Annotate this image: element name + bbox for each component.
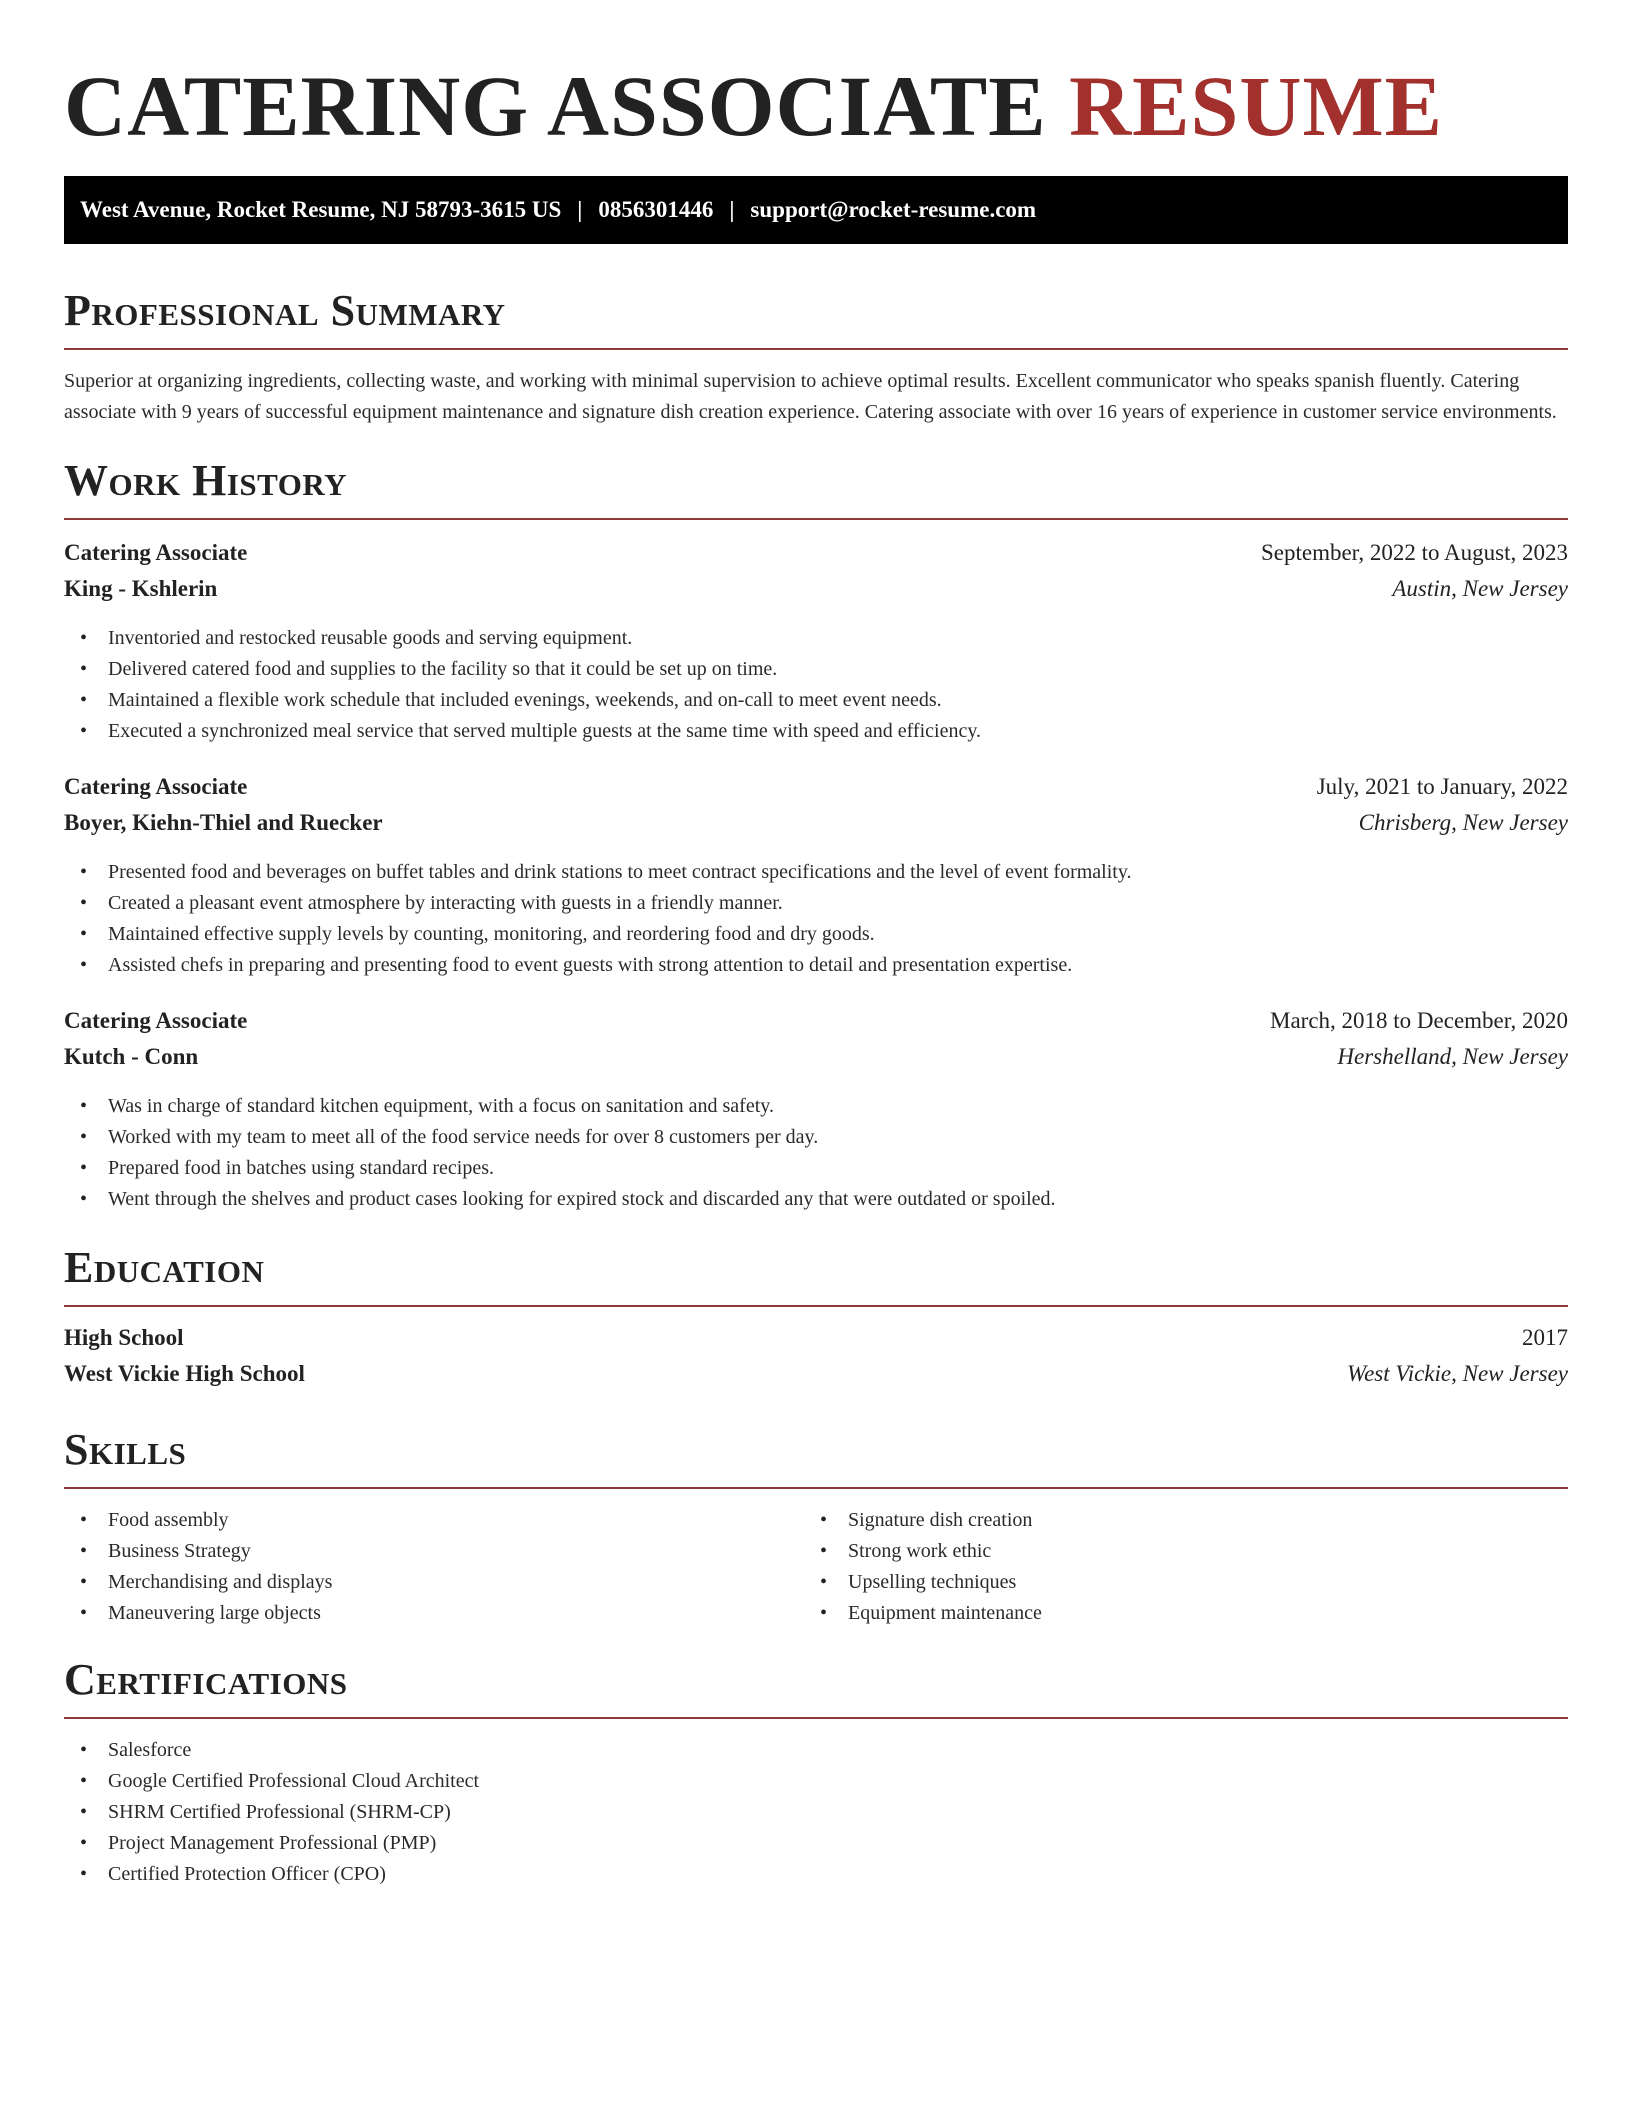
section-heading-certifications: Certifications [64,1655,348,1704]
skill-item: • Maneuvering large objects [64,1598,804,1629]
job-entry [64,540,1568,747]
certification-item: • Project Management Professional (PMP) [64,1828,1568,1859]
job-location: Austin, New Jersey [1392,576,1568,601]
certification-item: • Salesforce [64,1735,1568,1766]
section-divider [64,1305,1568,1307]
section-heading-skills: Skills [64,1425,187,1474]
skill-item: • Upselling techniques [804,1567,1544,1598]
skill-item: • Equipment maintenance [804,1598,1544,1629]
skill-item: • Merchandising and displays [64,1567,804,1598]
section-heading-education: Education [64,1243,265,1292]
job-entry [64,1008,1568,1215]
job-location: Chrisberg, New Jersey [1358,810,1568,835]
summary-text: Superior at organizing ingredients, collecting waste, and working with minimal supervision to achieve optimal results. Excellent communicator who speaks spanish fluently. Catering associate with 9 years of successful equipment maintenance and signature dish creation experience. Catering associate with over 16 years of experience in customer service environments. [64,370,1557,423]
job-bullet: • Executed a synchronized meal service that served multiple guests at the same time with speed and efficiency. [64,716,1568,747]
job-dates: July, 2021 to January, 2022 [1316,774,1568,799]
job-bullet: • Maintained effective supply levels by counting, monitoring, and reordering food and dry goods. [64,919,1568,950]
job-bullet: • Prepared food in batches using standard recipes. [64,1153,1568,1184]
job-bullets [64,1091,1568,1215]
job-bullet: • Worked with my team to meet all of the food service needs for over 8 customers per day. [64,1122,1568,1153]
job-title: Catering Associate [64,540,248,565]
skills-list-left [64,1505,804,1629]
job-company: King - Kshlerin [64,576,218,601]
job-bullets [64,623,1568,747]
education-year: 2017 [1522,1325,1568,1350]
skill-item: • Business Strategy [64,1536,804,1567]
education-school: West Vickie High School [64,1361,305,1386]
resume-page [64,0,1568,1890]
skill-item: • Signature dish creation [804,1505,1544,1536]
job-bullet: • Inventoried and restocked reusable goods and serving equipment. [64,623,1568,654]
skill-item: • Food assembly [64,1505,804,1536]
certification-item: • Google Certified Professional Cloud Architect [64,1766,1568,1797]
section-divider [64,348,1568,350]
job-company: Boyer, Kiehn-Thiel and Ruecker [64,810,383,835]
certifications-list [64,1735,1568,1890]
job-bullet: • Was in charge of standard kitchen equipment, with a focus on sanitation and safety. [64,1091,1568,1122]
job-dates: March, 2018 to December, 2020 [1270,1008,1568,1033]
education-entry [64,1325,1568,1397]
contact-separator: | [577,197,583,222]
job-bullet: • Created a pleasant event atmosphere by interacting with guests in a friendly manner. [64,888,1568,919]
education-location: West Vickie, New Jersey [1347,1361,1568,1386]
skills-list-right [804,1505,1544,1629]
job-dates: September, 2022 to August, 2023 [1260,540,1568,565]
certification-item: • SHRM Certified Professional (SHRM-CP) [64,1797,1568,1828]
section-divider [64,518,1568,520]
section-heading-work-history: Work History [64,456,348,505]
contact-separator: | [729,197,735,222]
job-bullets [64,857,1568,981]
resume-title [64,56,1568,156]
job-title: Catering Associate [64,774,248,799]
contact-bar [64,176,1568,244]
job-location: Hershelland, New Jersey [1337,1044,1568,1069]
section-heading-summary: Professional Summary [64,286,506,335]
section-divider [64,1717,1568,1719]
contact-address: West Avenue, Rocket Resume, NJ 58793-3615 US [80,197,562,222]
section-divider [64,1487,1568,1489]
job-entry [64,774,1568,981]
job-bullet: • Maintained a flexible work schedule that included evenings, weekends, and on-call to meet event needs. [64,685,1568,716]
contact-email: support@rocket-resume.com [750,197,1037,222]
title-accent: RESUME [1069,58,1443,154]
certification-item: • Certified Protection Officer (CPO) [64,1859,1568,1890]
job-title: Catering Associate [64,1008,248,1033]
education-degree: High School [64,1325,184,1350]
job-bullet: • Presented food and beverages on buffet tables and drink stations to meet contract specifications and the level of event formality. [64,857,1568,888]
contact-phone: 0856301446 [598,197,714,222]
job-bullet: • Went through the shelves and product cases looking for expired stock and discarded any that were outdated or spoiled. [64,1184,1568,1215]
job-company: Kutch - Conn [64,1044,199,1069]
job-bullet: • Delivered catered food and supplies to the facility so that it could be set up on time. [64,654,1568,685]
job-bullet: • Assisted chefs in preparing and presenting food to event guests with strong attention to detail and presentation expertise. [64,950,1568,981]
skills-grid [64,1505,1568,1629]
skill-item: • Strong work ethic [804,1536,1544,1567]
title-main: CATERING ASSOCIATE [64,58,1047,154]
